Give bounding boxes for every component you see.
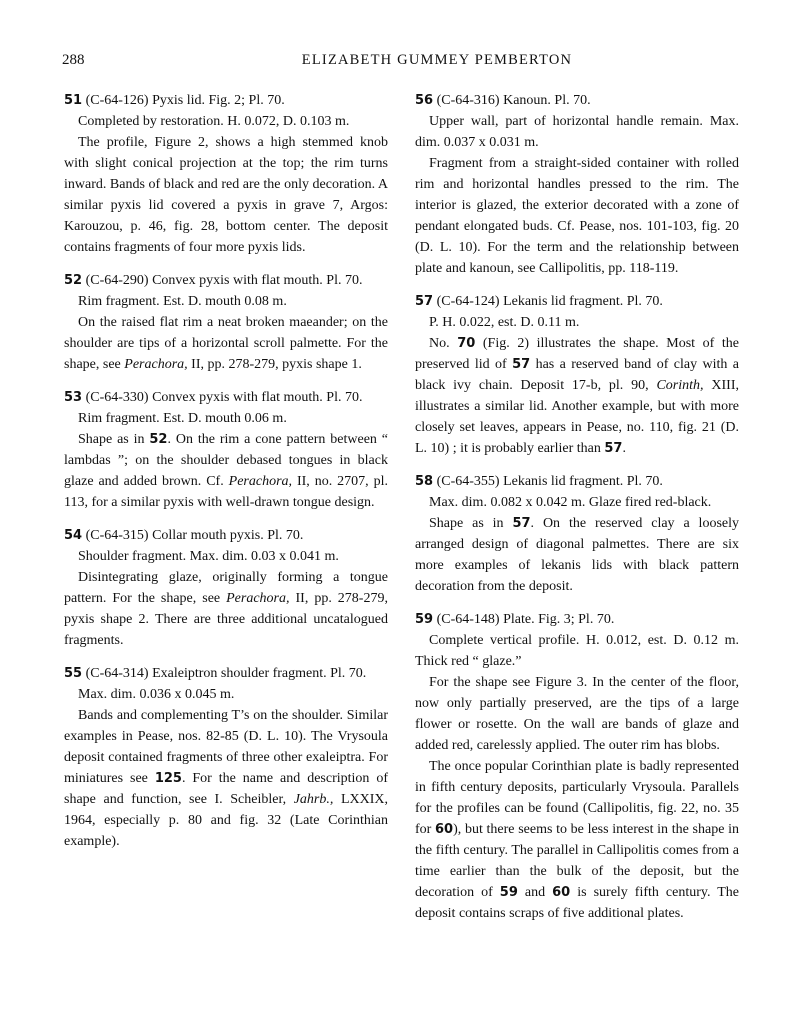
entry-description <box>64 705 388 852</box>
catalog-entry-55 <box>64 663 388 852</box>
italic-citation: Jahrb., <box>293 792 334 807</box>
catalog-entry-58 <box>415 471 739 597</box>
catalog-entry-59 <box>415 609 739 924</box>
entry-cross-reference: 59 <box>499 885 518 900</box>
text-run: Shape as in <box>429 516 513 531</box>
entry-cross-reference: 57 <box>512 516 531 531</box>
left-column <box>64 90 388 864</box>
text-run: (Fig. 2) illustrates the shape. Most of the preserved lid of <box>415 336 739 372</box>
entry-description: The profile, Figure 2, shows a high stemmed knob with slight conical projection at the top; the rim turns inward. Bands of black and red are the only decoration. A similar pyxis lid covered a pyxis in grave 7, Argos: Karouzou, p. 46, fig. 28, bottom center. The deposit contains fragments of four more pyxis lids. <box>64 135 388 255</box>
entry-measurements: Max. dim. 0.082 x 0.042 m. Glaze fired red-black. <box>429 495 712 510</box>
entry-heading <box>415 291 739 312</box>
catalog-entry-54 <box>64 525 388 651</box>
entry-title: (C-64-330) Convex pyxis with flat mouth. Pl. 70. <box>85 390 363 405</box>
entry-measurements: Upper wall, part of horizontal handle remain. Max. dim. 0.037 x 0.031 m. <box>415 114 739 150</box>
text-run: The once popular Corinthian plate is badly represented in fifth century deposits, particularly Vrysoula. Parallels for the profiles can be found (Callipolitis, fig. 22, no. 35 for <box>415 759 739 837</box>
entry-heading <box>415 609 739 630</box>
entry-number: 52 <box>64 273 83 288</box>
entry-title: (C-64-355) Lekanis lid fragment. Pl. 70. <box>436 474 663 489</box>
catalog-entry-52 <box>64 270 388 375</box>
entry-number: 59 <box>415 612 434 627</box>
entry-number: 51 <box>64 93 83 108</box>
entry-cross-reference: 57 <box>512 357 531 372</box>
entry-heading <box>64 90 388 111</box>
entry-measurements: Complete vertical profile. H. 0.012, est. D. 0.12 m. Thick red “ glaze.” <box>415 633 739 669</box>
page-header <box>62 52 734 74</box>
entry-description <box>415 333 739 459</box>
entry-description <box>64 312 388 375</box>
italic-citation: Perachora, <box>226 591 290 606</box>
entry-number: 54 <box>64 528 83 543</box>
text-run: . <box>622 441 626 456</box>
entry-heading <box>415 90 739 111</box>
entry-cross-reference: 60 <box>552 885 571 900</box>
page-number: 288 <box>62 52 85 68</box>
entry-title: (C-64-148) Plate. Fig. 3; Pl. 70. <box>436 612 615 627</box>
italic-citation: Corinth, <box>656 378 704 393</box>
right-column <box>415 90 739 936</box>
entry-heading <box>64 525 388 546</box>
entry-cross-reference: 57 <box>604 441 623 456</box>
entry-description <box>64 567 388 651</box>
text-run: Disintegrating glaze, originally forming a tongue pattern. For the shape, see <box>64 570 388 606</box>
catalog-entry-51 <box>64 90 388 258</box>
entry-cross-reference: 52 <box>149 432 168 447</box>
entry-title: (C-64-126) Pyxis lid. Fig. 2; Pl. 70. <box>85 93 285 108</box>
entry-title: (C-64-290) Convex pyxis with flat mouth. Pl. 70. <box>85 273 363 288</box>
text-run: ), but there seems to be less interest in the shape in the fifth century. The parallel in Callipolitis comes from a time earlier than the bulk of the deposit, but the decoration of <box>415 822 739 900</box>
entry-number: 58 <box>415 474 434 489</box>
text-run: On the raised flat rim a neat broken maeander; on the shoulder are tips of a horizontal scroll palmette. For the shape, see <box>64 315 388 372</box>
entry-measurements: Completed by restoration. H. 0.072, D. 0.103 m. <box>78 114 350 129</box>
entry-number: 57 <box>415 294 434 309</box>
text-run: Bands and complementing T’s on the shoulder. Similar examples in Pease, nos. 82-85 (D. L. 10). The Vrysoula deposit contained fragments of three other exaleiptra. For miniatures see <box>64 708 388 786</box>
entry-description: For the shape see Figure 3. In the center of the floor, now only partially preserved, are the tips of a large flower or rosette. On the wall are bands of glaze and added red, carelessly applied. The outer rim has blobs. <box>415 675 739 753</box>
entry-cross-reference: 70 <box>457 336 476 351</box>
entry-cross-reference: 125 <box>154 771 182 786</box>
entry-measurements: Rim fragment. Est. D. mouth 0.06 m. <box>78 411 287 426</box>
catalog-entry-57 <box>415 291 739 459</box>
text-run: No. <box>429 336 458 351</box>
entry-number: 55 <box>64 666 83 681</box>
entry-measurements: P. H. 0.022, est. D. 0.11 m. <box>429 315 580 330</box>
entry-measurements: Shoulder fragment. Max. dim. 0.03 x 0.041 m. <box>78 549 339 564</box>
entry-number: 56 <box>415 93 434 108</box>
entry-heading <box>64 387 388 408</box>
text-run: II, pp. 278-279, pyxis shape 1. <box>187 357 362 372</box>
text-run: is surely fifth century. The deposit contains scraps of five additional plates. <box>415 885 740 921</box>
text-run: has a reserved band of clay with a black ivy chain. Deposit 17-b, pl. 90, <box>415 357 739 393</box>
entry-description <box>415 513 739 597</box>
entry-title: (C-64-316) Kanoun. Pl. 70. <box>436 93 591 108</box>
catalog-entry-53 <box>64 387 388 513</box>
entry-number: 53 <box>64 390 83 405</box>
italic-citation: Perachora, <box>228 474 293 489</box>
entry-measurements: Rim fragment. Est. D. mouth 0.08 m. <box>78 294 287 309</box>
entry-heading <box>64 270 388 291</box>
catalog-entry-56 <box>415 90 739 279</box>
entry-title: (C-64-315) Collar mouth pyxis. Pl. 70. <box>85 528 304 543</box>
text-run: LXXIX, 1964, especially p. 80 and fig. 32 (Late Corinthian example). <box>64 792 389 849</box>
entry-measurements: Max. dim. 0.036 x 0.045 m. <box>78 687 235 702</box>
entry-cross-reference: 60 <box>435 822 454 837</box>
text-run: XIII, illustrates a similar lid. Another example, but with more closely set leaves, appears in Pease, no. 110, fig. 21 (D. L. 10) ; it is probably earlier than <box>415 378 739 456</box>
text-run: II, pp. 278-279, pyxis shape 2. There are three additional uncatalogued fragments. <box>64 591 388 648</box>
entry-title: (C-64-124) Lekanis lid fragment. Pl. 70. <box>436 294 663 309</box>
text-run: . On the rim a cone pattern between “ lambdas ”; on the shoulder debased tongues in black glaze and added brown. Cf. <box>64 432 388 489</box>
text-run: . On the reserved clay a loosely arranged design of diagonal palmettes. There are six more examples of lekanis lids with black pattern decoration from the deposit. <box>415 516 740 594</box>
text-run: and <box>517 885 553 900</box>
entry-description <box>64 429 388 513</box>
entry-discussion <box>415 756 739 924</box>
italic-citation: Perachora, <box>124 357 188 372</box>
text-run: . For the name and description of shape and function, see I. Scheibler, <box>64 771 388 807</box>
entry-heading <box>64 663 388 684</box>
entry-title: (C-64-314) Exaleiptron shoulder fragment. Pl. 70. <box>85 666 367 681</box>
text-run: II, no. 2707, pl. 113, for a similar pyxis with well-drawn tongue design. <box>64 474 388 510</box>
entry-description: Fragment from a straight-sided container with rolled rim and horizontal handles pressed to the rim. The interior is glazed, the exterior decorated with a zone of pendant elongated buds. Cf. Pease, nos. 101-103, fig. 20 (D. L. 10). For the term and the relationship between plate and kanoun, see Callipolitis, pp. 118-119. <box>415 156 739 276</box>
text-run: Shape as in <box>78 432 150 447</box>
running-title: ELIZABETH GUMMEY PEMBERTON <box>301 52 573 68</box>
entry-heading <box>415 471 739 492</box>
